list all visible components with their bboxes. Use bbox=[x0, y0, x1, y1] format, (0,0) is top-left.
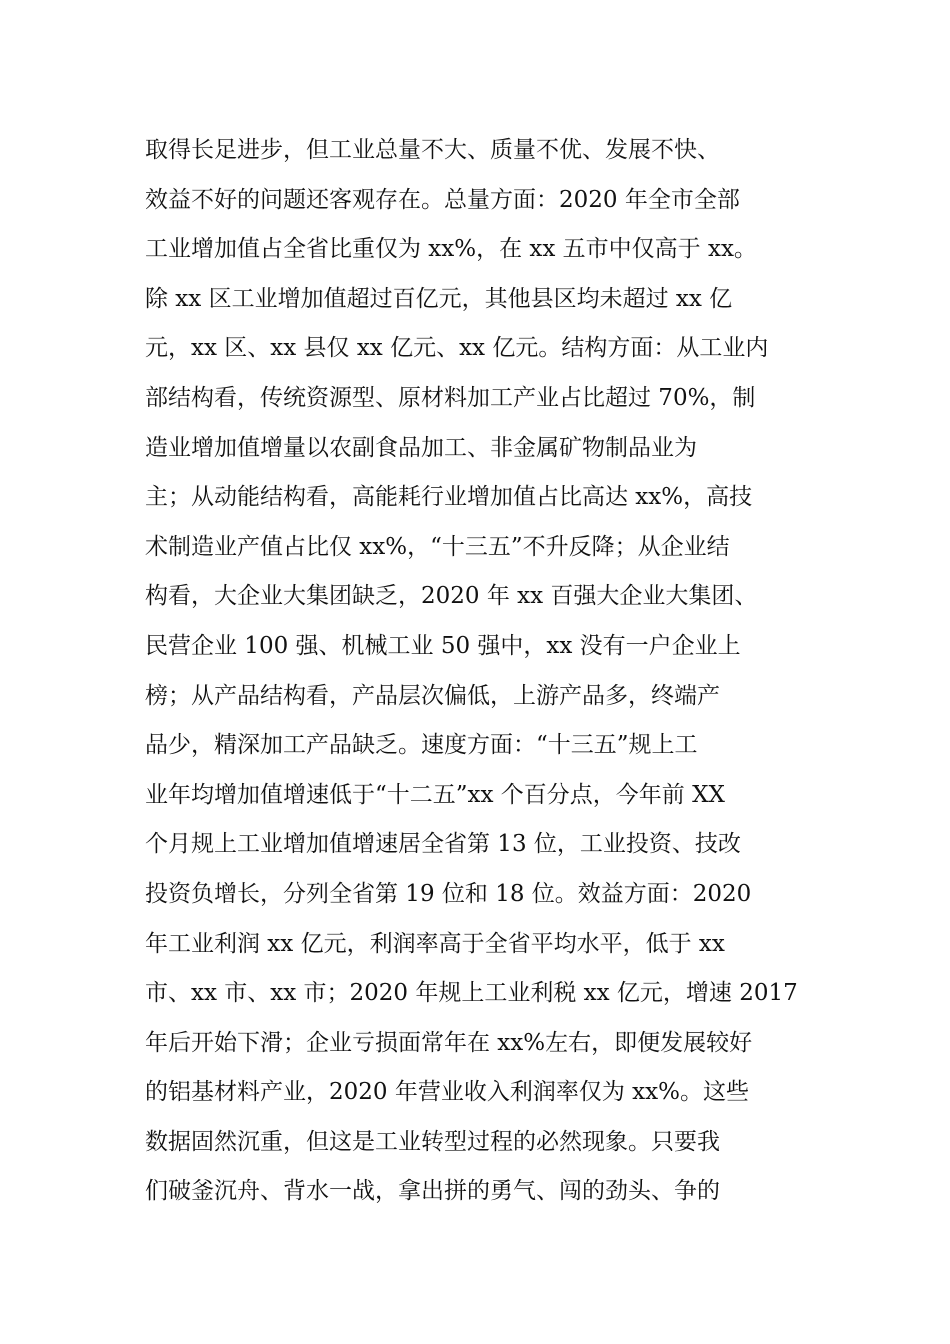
text-line: 年后开始下滑；企业亏损面常年在 xx%左右，即便发展较好 bbox=[145, 1029, 753, 1056]
text-line: 业年均增加值增速低于“十二五”xx 个百分点，今年前 XX bbox=[145, 781, 725, 808]
text-line: 投资负增长，分列全省第 19 位和 18 位。效益方面：2020 bbox=[145, 880, 752, 907]
text-line: 品少，精深加工产品缺乏。速度方面：“十三五”规上工 bbox=[145, 732, 698, 759]
text-line: 术制造业产值占比仅 xx%，“十三五”不升反降；从企业结 bbox=[145, 533, 730, 560]
text-line: 部结构看，传统资源型、原材料加工产业占比超过 70%，制 bbox=[145, 384, 756, 411]
text-line: 数据固然沉重，但这是工业转型过程的必然现象。只要我 bbox=[145, 1128, 720, 1155]
text-line: 工业增加值占全省比重仅为 xx%，在 xx 五市中仅高于 xx。 bbox=[145, 236, 757, 263]
text-line: 年工业利润 xx 亿元，利润率高于全省平均水平，低于 xx bbox=[145, 930, 725, 957]
text-line: 们破釜沉舟、背水一战，拿出拼的勇气、闯的劲头、争的 bbox=[145, 1178, 720, 1205]
text-line: 效益不好的问题还客观存在。总量方面：2020 年全市全部 bbox=[145, 186, 740, 213]
text-line: 取得长足进步，但工业总量不大、质量不优、发展不快、 bbox=[145, 137, 720, 163]
text-line: 主；从动能结构看，高能耗行业增加值占比高达 xx%，高技 bbox=[145, 484, 753, 511]
text-line: 民营企业 100 强、机械工业 50 强中，xx 没有一户企业上 bbox=[145, 632, 741, 659]
text-line: 造业增加值增量以农副食品加工、非金属矿物制品业为 bbox=[145, 434, 697, 461]
text-line: 的铝基材料产业，2020 年营业收入利润率仅为 xx%。这些 bbox=[145, 1079, 749, 1106]
text-line: 市、xx 市、xx 市；2020 年规上工业利税 xx 亿元，增速 2017 bbox=[145, 980, 798, 1007]
text-line: 除 xx 区工业增加值超过百亿元，其他县区均未超过 xx 亿 bbox=[145, 285, 733, 312]
text-line: 构看，大企业大集团缺乏，2020 年 xx 百强大企业大集团、 bbox=[145, 583, 758, 610]
text-line: 榜；从产品结构看，产品层次偏低，上游产品多，终端产 bbox=[145, 682, 720, 709]
body-paragraph bbox=[145, 126, 810, 1217]
text-line: 元，xx 区、xx 县仅 xx 亿元、xx 亿元。结构方面：从工业内 bbox=[145, 335, 769, 362]
text-line: 个月规上工业增加值增速居全省第 13 位，工业投资、技改 bbox=[145, 831, 741, 858]
